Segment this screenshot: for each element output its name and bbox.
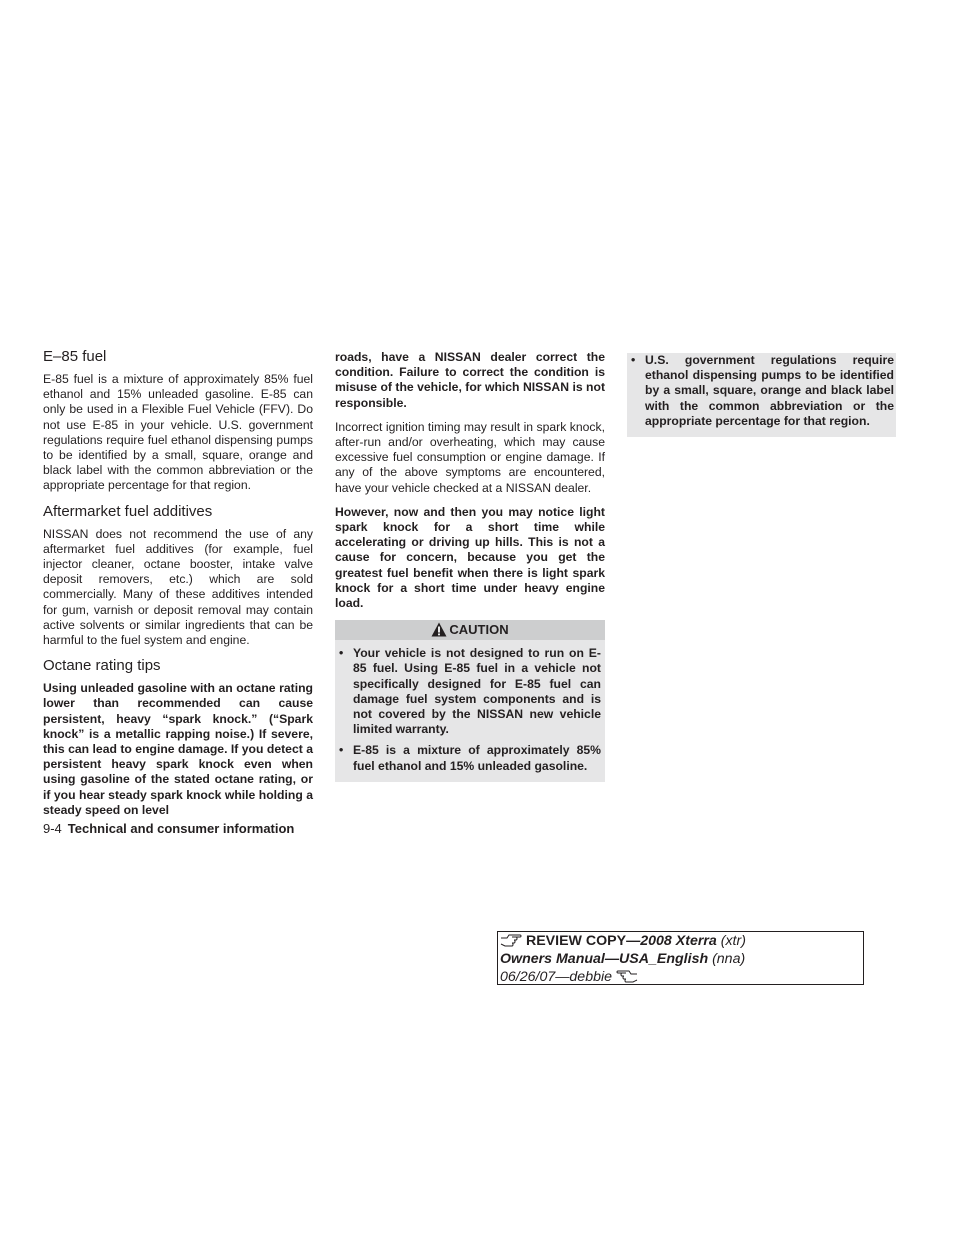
review-line-2 xyxy=(500,950,863,968)
caution-box xyxy=(335,620,605,782)
additives-body: NISSAN does not recommend the use of any aftermarket fuel additives (for example, fuel injector cleaner, octane booster, intake valve deposit removers, etc.) which are sold commercially. Many of these additives intended for gum, varnish or deposit removal may contain active solvents or similar ingredients that can be harmful to the fuel system and engine. xyxy=(43,526,313,648)
bullet-icon: • xyxy=(631,353,636,367)
octane-warning: Using unleaded gasoline with an octane rating lower than recommended can cause persistent, heavy “spark knock.” (“Spark knock” is a metallic rapping noise.) If severe, this can lead to engine damage. If you detect a persistent heavy spark knock even when using gasoline of the stated octane rating, or if you hear steady spark knock while holding a steady speed on level xyxy=(43,681,313,817)
e85-heading: E–85 fuel xyxy=(43,348,107,365)
bullet-icon: • xyxy=(339,743,344,758)
pointing-hand-left-icon xyxy=(616,970,638,983)
vehicle-model: 2008 Xterra xyxy=(640,933,717,949)
continued-warning: roads, have a NISSAN dealer correct the condition. Failure to correct the condition is misuse of the vehicle, for which NISSAN is not responsible. xyxy=(335,350,605,410)
bullet-icon: • xyxy=(339,646,344,661)
section-title: Technical and consumer information xyxy=(67,821,295,836)
caution-continued-box xyxy=(627,353,896,437)
page-footer xyxy=(43,821,294,837)
e85-body: E-85 fuel is a mixture of approximately 85% fuel ethanol and 15% unleaded gasoline. E-85 can only be used in a Flexible Fuel Vehicle (FFV). Do not use E-85 in your vehicle. U.S. government regulations require fuel ethanol dispensing pumps to be identified by a small, square, orange and black label with the common abbreviation or the appropriate percentage for that region. xyxy=(43,372,313,493)
page-number: 9-4 xyxy=(43,821,62,836)
review-date-author: 06/26/07—debbie xyxy=(500,969,613,985)
caution-item xyxy=(335,646,601,737)
caution-item-text: E-85 is a mixture of approximately 85% fuel ethanol and 15% unleaded gasoline. xyxy=(353,743,601,773)
pointing-hand-right-icon xyxy=(500,934,522,947)
timing-paragraph: Incorrect ignition timing may result in spark knock, after-run and/or overheating, which may cause excessive fuel consumption or engine damage. If any of the above symptoms are encountered, have your vehicle checked at a NISSAN dealer. xyxy=(335,419,605,495)
caution-title: CAUTION xyxy=(449,622,509,638)
manual-code: (nna) xyxy=(708,951,746,967)
review-copy-label: REVIEW COPY— xyxy=(525,933,641,949)
caution-header xyxy=(335,620,605,640)
light-knock-paragraph: However, now and then you may notice light spark knock for a short time while accelerating or driving up hills. This is not a cause for concern, because you get the greatest fuel benefit when there is light spark knock for a short time under heavy engine load. xyxy=(335,504,605,611)
review-line-3 xyxy=(500,968,863,986)
review-copy-stamp xyxy=(497,931,864,985)
manual-title: Owners Manual—USA_English xyxy=(500,951,709,967)
caution-item-text: Your vehicle is not designed to run on E-85 fuel. Using E-85 fuel in a vehicle not specifically designed for E-85 fuel can damage fuel system components and is not covered by the NISSAN new vehicle limited warranty. xyxy=(353,646,601,737)
column-3 xyxy=(627,353,896,437)
vehicle-code: (xtr) xyxy=(716,933,746,949)
caution-continued-list xyxy=(627,353,894,429)
caution-list xyxy=(335,646,601,774)
warning-triangle-icon xyxy=(431,622,447,637)
caution-item xyxy=(335,743,601,773)
additives-heading: Aftermarket fuel additives xyxy=(43,502,213,520)
review-line-1 xyxy=(500,932,863,950)
octane-heading: Octane rating tips xyxy=(43,657,161,675)
column-2 xyxy=(335,350,605,782)
caution-item-text: U.S. government regulations require ethanol dispensing pumps to be identified by a small, square, orange and black label with the common abbreviation or the appropriate percentage for that region. xyxy=(645,353,894,428)
caution-item xyxy=(627,353,894,429)
column-1 xyxy=(43,348,313,826)
